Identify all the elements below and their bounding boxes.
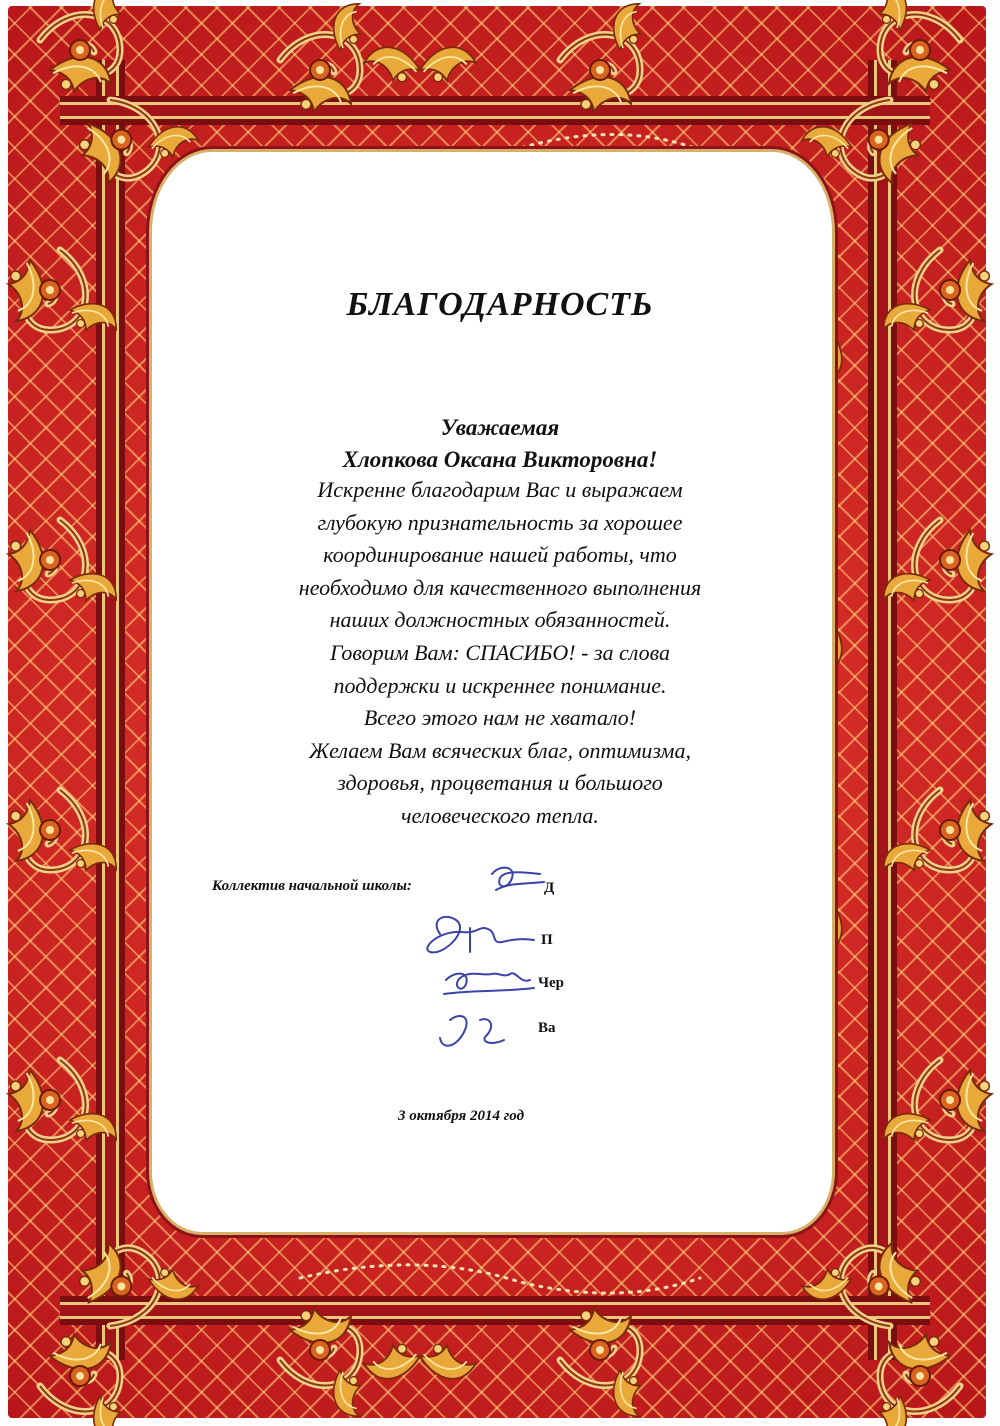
signatory-fragment: Чер [538, 975, 565, 991]
handwritten-signatures [400, 860, 550, 1070]
signature-label: Коллектив начальной школы: [212, 878, 412, 894]
recipient-name: Хлопкова Оксана Викторовна! [342, 447, 658, 472]
body-line: Всего этого нам не хватало! [363, 705, 637, 731]
message-body [0, 474, 1000, 833]
body-line: поддержки и искреннее понимание. [333, 672, 667, 698]
body-line: глубокую признательность за хорошее [317, 509, 683, 535]
document-date: 3 октября 2014 год [398, 1108, 525, 1124]
page-title: БЛАГОДАРНОСТЬ [346, 286, 654, 323]
body-line: наших должностных обязанностей. [329, 607, 671, 633]
body-line: Говорим Вам: СПАСИБО! - за слова [329, 639, 671, 665]
body-line: здоровья, процветания и большого [337, 770, 663, 796]
body-line: Искренне благодарим Вас и выражаем [317, 477, 683, 502]
body-line: Желаем Вам всяческих благ, оптимизма, [309, 737, 691, 763]
greeting [0, 412, 1000, 476]
body-line: необходимо для качественного выполнения [298, 574, 702, 600]
greeting-line-1: Уважаемая [440, 415, 560, 440]
signatory-fragment: Д [544, 880, 555, 896]
signatory-fragment: Ва [538, 1020, 556, 1036]
body-line: человеческого тепла. [401, 802, 599, 828]
signatory-fragment: П [541, 932, 553, 948]
body-line: координирование нашей работы, что [323, 542, 677, 568]
